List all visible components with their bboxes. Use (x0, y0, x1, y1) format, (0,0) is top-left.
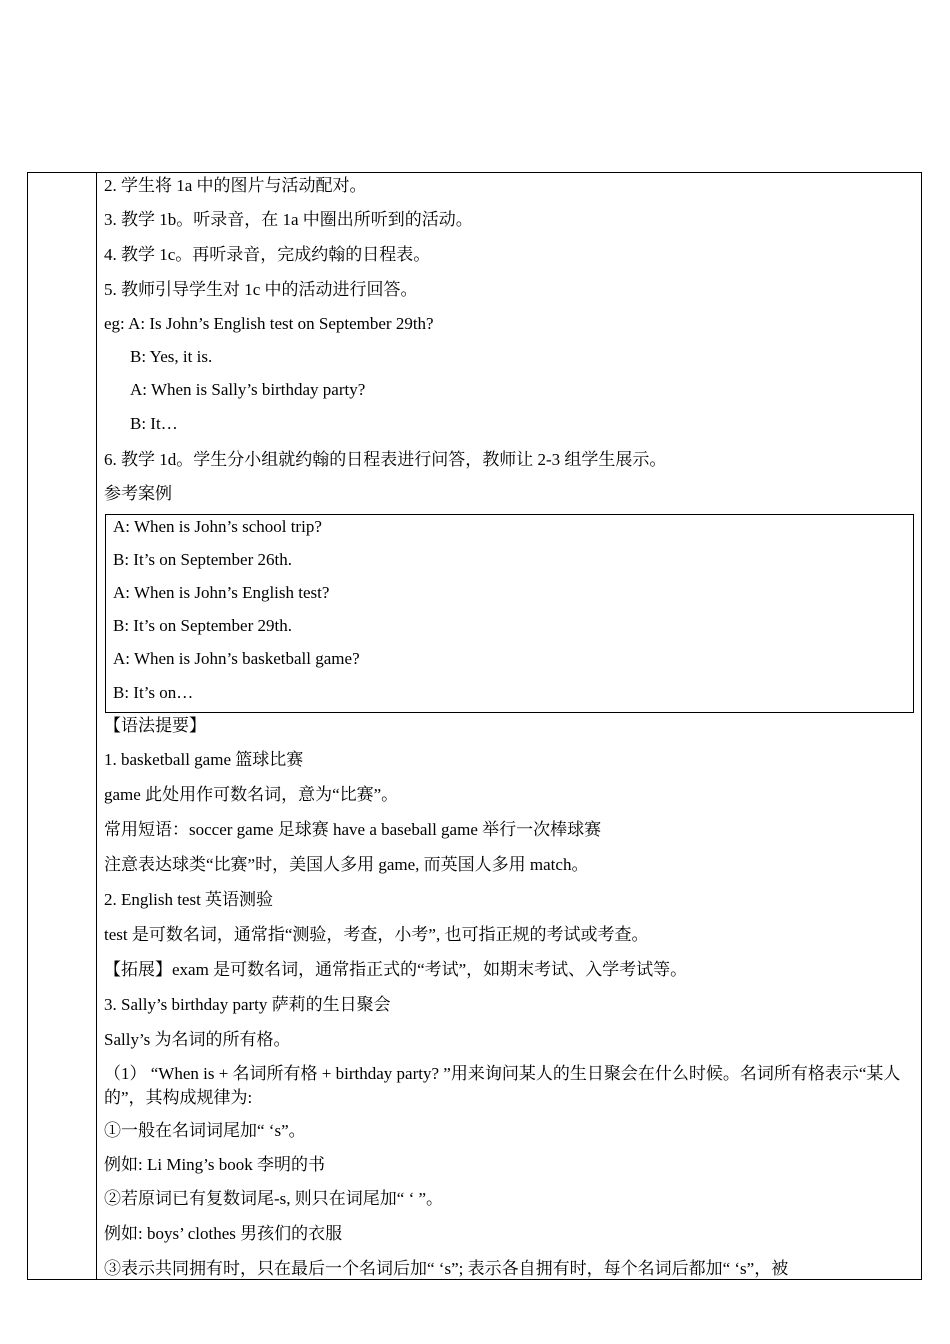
example-line: B: It’s on… (113, 683, 194, 702)
example-line: B: It’s on September 29th. (113, 616, 292, 635)
example-line: A: When is John’s school trip? (113, 517, 322, 536)
step-5: 5. 教师引导学生对 1c 中的活动进行回答。 (104, 280, 418, 299)
dialog-line: B: Yes, it is. (130, 347, 213, 366)
dialog-line: A: When is Sally’s birthday party? (130, 380, 366, 399)
dialog-line: B: It… (130, 414, 178, 433)
step-6: 6. 教学 1d。学生分小组就约翰的日程表进行问答，教师让 2-3 组学生展示。 (104, 450, 667, 469)
grammar-text: 常用短语：soccer game 足球赛 have a baseball game 举行一次棒球赛 (104, 820, 602, 839)
grammar-point: 1. basketball game 篮球比赛 (104, 750, 304, 769)
rule-3: ③表示共同拥有时，只在最后一个名词后加“ ‘s”; 表示各自拥有时，每个名词后都加“ ‘s”，被 (104, 1259, 789, 1278)
grammar-text: （1） “When is + 名词所有格 + birthday party? ”用来询问某人的生日聚会在什么时候。名词所有格表示“某人的”，其构成规律为: (104, 1064, 901, 1107)
example-box (105, 514, 914, 713)
grammar-text: 注意表达球类“比赛”时，美国人多用 game, 而英国人多用 match。 (104, 855, 589, 874)
example-1: 例如: Li Ming’s book 李明的书 (104, 1155, 326, 1174)
grammar-point: 2. English test 英语测验 (104, 890, 274, 909)
rule-1: ①一般在名词词尾加“ ‘s”。 (104, 1121, 306, 1140)
example-2: 例如: boys’ clothes 男孩们的衣服 (104, 1224, 343, 1243)
extension-text: 【拓展】exam 是可数名词，通常指正式的“考试”，如期末考试、入学考试等。 (104, 960, 688, 979)
left-column (28, 173, 97, 1279)
rule-2: ②若原词已有复数词尾-s, 则只在词尾加“ ‘ ”。 (104, 1189, 444, 1208)
grammar-text: Sally’s 为名词的所有格。 (104, 1030, 291, 1049)
example-line: A: When is John’s English test? (113, 583, 330, 602)
dialog-line: eg: A: Is John’s English test on September 29th? (104, 314, 434, 333)
grammar-heading: 【语法提要】 (104, 716, 206, 735)
grammar-point: 3. Sally’s birthday party 萨莉的生日聚会 (104, 995, 391, 1014)
step-3: 3. 教学 1b。听录音，在 1a 中圈出所听到的活动。 (104, 210, 473, 229)
step-4: 4. 教学 1c。再听录音，完成约翰的日程表。 (104, 245, 431, 264)
example-line: A: When is John’s basketball game? (113, 649, 360, 668)
grammar-text: game 此处用作可数名词，意为“比赛”。 (104, 785, 399, 804)
example-line: B: It’s on September 26th. (113, 550, 292, 569)
grammar-text: test 是可数名词，通常指“测验，考查，小考”, 也可指正规的考试或考查。 (104, 925, 649, 944)
step-2: 2. 学生将 1a 中的图片与活动配对。 (104, 176, 367, 195)
reference-heading: 参考案例 (104, 484, 172, 503)
